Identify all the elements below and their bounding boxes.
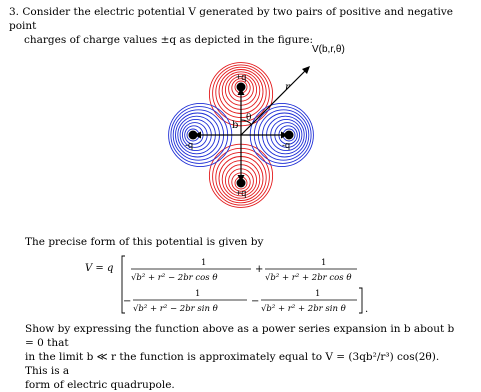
- minus-sign-2: −: [251, 296, 260, 307]
- plus-sign: +: [255, 264, 264, 275]
- charge-top-label: +q: [236, 72, 247, 82]
- term2-denominator: √b² + r² + 2br cos θ: [265, 273, 352, 283]
- problem-line-1: [9, 5, 474, 33]
- term4-denominator: √b² + r² + 2br sin θ: [261, 304, 346, 314]
- term3-denominator: √b² + r² − 2br sin θ: [133, 304, 218, 314]
- b-label: b: [232, 120, 239, 131]
- charge-right-dot: [285, 131, 294, 140]
- term3-numerator: 1: [195, 289, 201, 299]
- charge-bottom-dot: [237, 179, 246, 188]
- point-label: V(b,r,θ): [312, 44, 345, 55]
- charge-left-dot: [189, 131, 198, 140]
- quadrupole-figure: [140, 38, 370, 233]
- r-label: r: [285, 82, 290, 93]
- problem-number: 3.: [9, 6, 20, 18]
- charge-bottom-label: +q: [236, 188, 247, 198]
- final-line-1: Show by expressing the function above as a power series expansion in b about b = 0 that: [25, 323, 455, 349]
- theta-label: θ: [246, 113, 252, 123]
- term4-numerator: 1: [315, 289, 321, 299]
- minus-sign-1: −: [123, 296, 132, 307]
- charge-top-dot: [237, 83, 246, 92]
- potential-equation: [85, 253, 385, 321]
- term1-numerator: 1: [201, 258, 207, 268]
- final-line-2: in the limit b ≪ r the function is approximately equal to V = (3qb²/r³) cos(2θ). This is a: [25, 351, 440, 377]
- charge-right-label: -q: [282, 140, 291, 150]
- term1-denominator: √b² + r² − 2br cos θ: [131, 273, 218, 283]
- problem-line-2: charges of charge values ±q as depicted in the figure:: [24, 34, 314, 46]
- charge-left-label: -q: [185, 140, 194, 150]
- term2-numerator: 1: [321, 258, 327, 268]
- problem-text-1: Consider the electric potential V generated by two pairs of positive and negative point: [9, 6, 454, 32]
- final-instructions: [25, 322, 465, 392]
- precise-form-text: The precise form of this potential is given by: [25, 236, 264, 248]
- right-bracket: [359, 288, 362, 313]
- final-line-3: form of electric quadrupole.: [25, 379, 175, 391]
- eq-lhs: V = q: [85, 263, 114, 274]
- equation-period: .: [365, 304, 369, 315]
